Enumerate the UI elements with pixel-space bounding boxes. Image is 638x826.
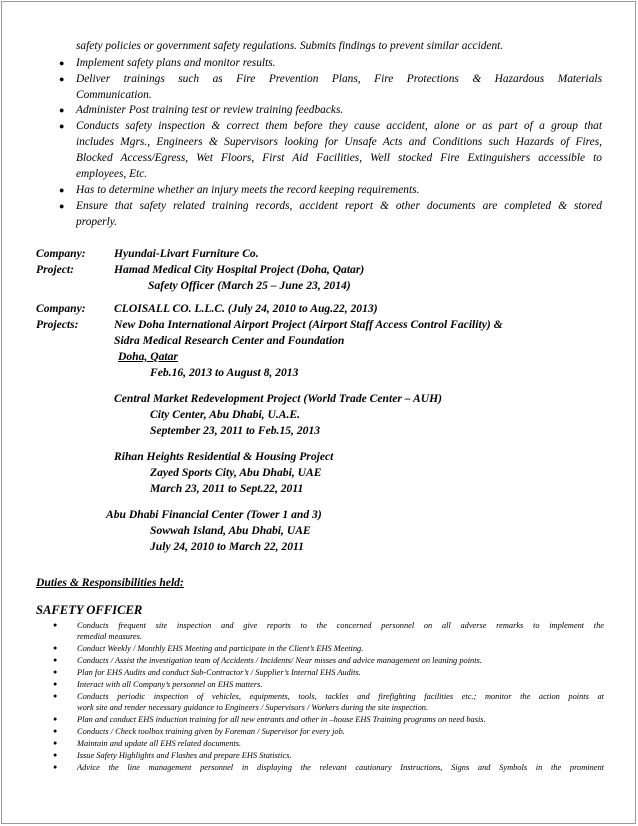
duties-heading: Duties & Responsibilities held: (36, 576, 184, 589)
bullet-icon: ● (59, 121, 65, 131)
projects-label: Projects: (36, 318, 79, 331)
project-dates: March 23, 2011 to Sept.22, 2011 (150, 482, 304, 495)
bullet-icon: ● (59, 201, 65, 211)
project-location: Zayed Sports City, Abu Dhabi, UAE (150, 466, 322, 479)
project-location: Sowwah Island, Abu Dhabi, UAE (150, 524, 311, 537)
duties-list (40, 620, 604, 773)
bullet-item: Implement safety plans and monitor results. (76, 57, 276, 69)
project-label: Project: (36, 263, 74, 276)
project-dates: September 23, 2011 to Feb.15, 2013 (150, 424, 321, 437)
project-name: Central Market Redevelopment Project (World Trade Center – AUH) (114, 392, 443, 405)
duty-item: ● Conduct Weekly / Monthly EHS Meeting and participate in the Client’s EHS Meeting. (53, 644, 364, 653)
project-dates: Feb.16, 2013 to August 8, 2013 (150, 366, 299, 379)
bullet-item: Conducts safety inspection & correct them before they cause accident, alone or as part of a group that includes Mgrs., Engineers & Supervisors looking for Unsafe Acts and Conditions such Hazards of Fires, Blocked Access/Egress, Wet Floors, First Aid Facilities, Well stocked Fire Extinguishers accessible to employees, Etc. (76, 120, 602, 180)
bullet-icon: ● (53, 739, 58, 747)
bullet-icon: ● (59, 185, 65, 195)
bullet-icon: ● (59, 105, 65, 115)
duty-item: ● Maintain and update all EHS related documents. (53, 739, 242, 748)
project-name: Sidra Medical Research Center and Foundation (114, 334, 345, 347)
project-name: Abu Dhabi Financial Center (Tower 1 and 3) (106, 508, 322, 521)
project-location: City Center, Abu Dhabi, U.A.E. (150, 408, 300, 421)
bullet-icon: ● (53, 656, 58, 664)
project-name: Hamad Medical City Hospital Project (Doha, Qatar) (114, 263, 365, 276)
bullet-item: Has to determine whether an injury meets the record keeping requirements. (76, 184, 420, 196)
role-title: SAFETY OFFICER (36, 603, 143, 617)
bullet-icon: ● (53, 680, 58, 688)
company-name: Hyundai-Livart Furniture Co. (114, 247, 259, 260)
duty-item: ● Interact with all Company’s personnel on EHS matters. (53, 680, 263, 689)
continuation-line: safety policies or government safety regulations. Submits findings to prevent similar accident. (76, 40, 504, 52)
position-title: Safety Officer (March 25 – June 23, 2014) (148, 279, 351, 292)
bullet-item: Deliver trainings such as Fire Prevention Plans, Fire Protections & Hazardous Materials Communication. (76, 73, 602, 101)
bullet-icon: ● (53, 763, 58, 771)
project-name: Rihan Heights Residential & Housing Project (114, 450, 334, 463)
project-dates: July 24, 2010 to March 22, 2011 (150, 540, 304, 553)
bullet-icon: ● (53, 644, 58, 652)
company-name: CLOISALL CO. L.L.C. (July 24, 2010 to Aug.22, 2013) (114, 302, 378, 315)
duty-item: ● Plan and conduct EHS induction training for all new entrants and other in –house EHS Training programs on need basis. (53, 715, 486, 724)
bullet-icon: ● (53, 727, 58, 735)
bullet-icon: ● (53, 715, 58, 723)
company-label: Company: (36, 302, 86, 315)
bullet-item: Ensure that safety related training records, accident report & other documents are completed & stored properly. (76, 200, 602, 228)
duty-item: ● Conducts periodic inspection of vehicles, equipments, tools, tackles and firefighting facilities etc.; monitor the action points at work site and render necessary guidance to Engineers / Supervisors / Workers during the site inspection. (53, 692, 604, 712)
duty-item: ● Issue Safety Highlights and Flashes and prepare EHS Statistics. (53, 751, 292, 760)
bullet-icon: ● (53, 621, 58, 629)
bullet-icon: ● (59, 58, 65, 68)
duty-item: ● Plan for EHS Audits and conduct Sub-Contractor’s / Supplier’s Internal EHS Audits. (53, 668, 361, 677)
project-location: Doha, Qatar (118, 350, 178, 363)
company-label: Company: (36, 247, 86, 260)
bullet-item: Administer Post training test or review training feedbacks. (76, 104, 344, 116)
duty-item: ● Conducts / Assist the investigation team of Accidents / Incidents/ Near misses and advice management on leaning points. (53, 656, 482, 665)
duty-item: ● Conducts frequent site inspection and give reports to the concerned personnel on all adverse remarks to implement the remedial measures. (53, 621, 604, 641)
project-name: New Doha International Airport Project (Airport Staff Access Control Facility) & (114, 318, 503, 331)
duty-item: ● Conducts / Check toolbox training given by Foreman / Supervisor for every job. (53, 727, 345, 736)
bullet-icon: ● (53, 668, 58, 676)
bullet-icon: ● (53, 751, 58, 759)
bullet-icon: ● (59, 74, 65, 84)
bullet-icon: ● (53, 692, 58, 700)
duty-item: ● Advice the line management personnel in displaying the relevant cautionary Instructions, Signs and Symbols in the prominent (53, 763, 604, 772)
